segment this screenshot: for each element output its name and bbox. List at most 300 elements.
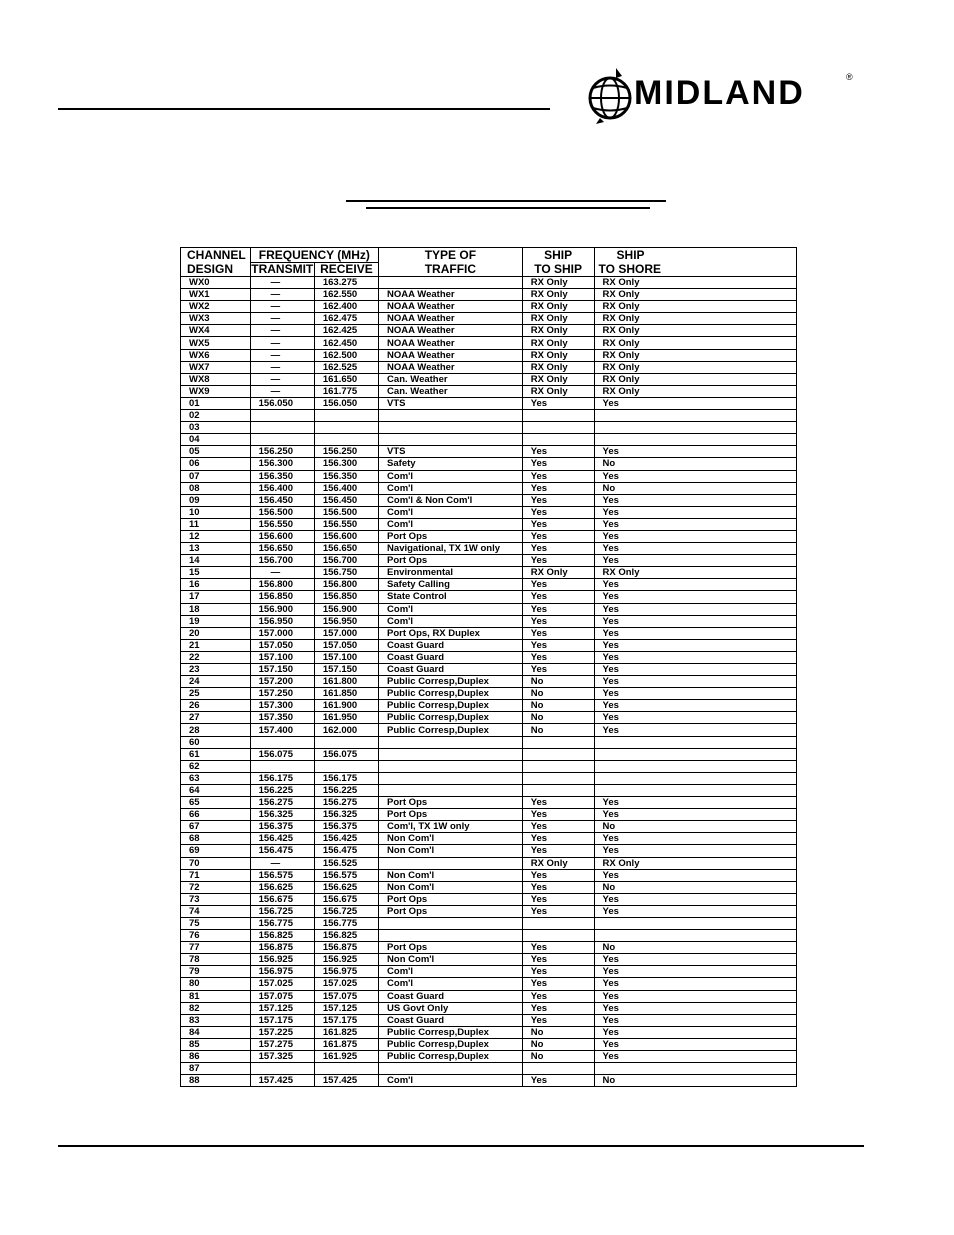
cell-receive: 156.475 xyxy=(314,845,378,857)
table-row xyxy=(181,567,797,579)
midland-logo xyxy=(586,66,856,126)
cell-ship-to-ship: Yes xyxy=(522,482,594,494)
header-receive: RECEIVE xyxy=(314,263,378,277)
cell-transmit xyxy=(250,736,314,748)
cell-transmit: 157.100 xyxy=(250,651,314,663)
cell-traffic: NOAA Weather xyxy=(379,325,523,337)
cell-traffic xyxy=(379,422,523,434)
cell-ship-to-shore: Yes xyxy=(594,446,796,458)
cell-ship-to-shore: Yes xyxy=(594,627,796,639)
cell-receive: 161.875 xyxy=(314,1038,378,1050)
cell-ship-to-ship xyxy=(522,736,594,748)
cell-ship-to-shore: Yes xyxy=(594,990,796,1002)
cell-transmit: 156.825 xyxy=(250,930,314,942)
cell-transmit: — xyxy=(250,361,314,373)
cell-channel: 66 xyxy=(181,809,251,821)
cell-ship-to-shore xyxy=(594,1063,796,1075)
cell-transmit: 156.250 xyxy=(250,446,314,458)
cell-ship-to-shore xyxy=(594,410,796,422)
cell-receive: 156.775 xyxy=(314,917,378,929)
cell-transmit: 156.650 xyxy=(250,543,314,555)
cell-ship-to-shore: Yes xyxy=(594,688,796,700)
cell-transmit: 157.425 xyxy=(250,1075,314,1087)
table-row xyxy=(181,397,797,409)
cell-channel: 74 xyxy=(181,905,251,917)
cell-receive: 162.425 xyxy=(314,325,378,337)
cell-channel: 07 xyxy=(181,470,251,482)
table-row xyxy=(181,736,797,748)
cell-channel: 64 xyxy=(181,784,251,796)
cell-ship-to-ship: Yes xyxy=(522,881,594,893)
cell-receive: 156.750 xyxy=(314,567,378,579)
cell-traffic xyxy=(379,930,523,942)
cell-ship-to-ship: Yes xyxy=(522,869,594,881)
cell-receive: 162.450 xyxy=(314,337,378,349)
cell-ship-to-ship: No xyxy=(522,688,594,700)
table-row xyxy=(181,797,797,809)
cell-channel: 16 xyxy=(181,579,251,591)
cell-channel: 15 xyxy=(181,567,251,579)
cell-transmit: 157.275 xyxy=(250,1038,314,1050)
cell-channel: 81 xyxy=(181,990,251,1002)
cell-transmit: 156.550 xyxy=(250,518,314,530)
cell-ship-to-shore xyxy=(594,930,796,942)
cell-channel: 18 xyxy=(181,603,251,615)
table-row xyxy=(181,313,797,325)
cell-channel: 09 xyxy=(181,494,251,506)
cell-channel: 73 xyxy=(181,893,251,905)
cell-ship-to-shore: Yes xyxy=(594,905,796,917)
cell-transmit: 157.200 xyxy=(250,676,314,688)
cell-receive: 162.000 xyxy=(314,724,378,736)
cell-ship-to-ship: Yes xyxy=(522,458,594,470)
cell-channel: WX2 xyxy=(181,301,251,313)
table-row xyxy=(181,361,797,373)
cell-traffic: Public Corresp,Duplex xyxy=(379,1026,523,1038)
cell-ship-to-shore: Yes xyxy=(594,809,796,821)
cell-ship-to-ship: Yes xyxy=(522,397,594,409)
table-row xyxy=(181,954,797,966)
cell-receive xyxy=(314,422,378,434)
table-row xyxy=(181,712,797,724)
cell-channel: 87 xyxy=(181,1063,251,1075)
cell-transmit: 157.400 xyxy=(250,724,314,736)
cell-transmit: 156.575 xyxy=(250,869,314,881)
cell-channel: 72 xyxy=(181,881,251,893)
cell-ship-to-ship: Yes xyxy=(522,833,594,845)
cell-traffic: Public Corresp,Duplex xyxy=(379,724,523,736)
cell-receive: 156.250 xyxy=(314,446,378,458)
cell-ship-to-shore: No xyxy=(594,942,796,954)
cell-channel: 78 xyxy=(181,954,251,966)
cell-receive xyxy=(314,1063,378,1075)
cell-ship-to-shore xyxy=(594,784,796,796)
cell-ship-to-ship: Yes xyxy=(522,615,594,627)
cell-ship-to-shore xyxy=(594,434,796,446)
cell-receive: 156.225 xyxy=(314,784,378,796)
cell-traffic: Com'l xyxy=(379,615,523,627)
cell-ship-to-ship: RX Only xyxy=(522,337,594,349)
cell-ship-to-shore: Yes xyxy=(594,869,796,881)
cell-receive: 161.850 xyxy=(314,688,378,700)
cell-ship-to-shore: Yes xyxy=(594,603,796,615)
cell-receive: 163.275 xyxy=(314,277,378,289)
cell-transmit: 156.225 xyxy=(250,784,314,796)
cell-receive: 156.600 xyxy=(314,530,378,542)
table-row xyxy=(181,869,797,881)
cell-ship-to-shore: Yes xyxy=(594,543,796,555)
table-row xyxy=(181,615,797,627)
table-row xyxy=(181,809,797,821)
table-row xyxy=(181,966,797,978)
cell-transmit: 156.925 xyxy=(250,954,314,966)
cell-traffic: Navigational, TX 1W only xyxy=(379,543,523,555)
cell-ship-to-ship xyxy=(522,748,594,760)
cell-receive xyxy=(314,410,378,422)
cell-receive: 156.075 xyxy=(314,748,378,760)
table-row xyxy=(181,458,797,470)
cell-ship-to-ship: No xyxy=(522,700,594,712)
cell-channel: 12 xyxy=(181,530,251,542)
cell-traffic: Com'l xyxy=(379,1075,523,1087)
cell-transmit: 157.225 xyxy=(250,1026,314,1038)
cell-ship-to-ship: Yes xyxy=(522,845,594,857)
cell-transmit xyxy=(250,422,314,434)
table-row xyxy=(181,688,797,700)
cell-ship-to-ship xyxy=(522,917,594,929)
cell-ship-to-ship: Yes xyxy=(522,942,594,954)
table-row xyxy=(181,845,797,857)
cell-ship-to-shore: No xyxy=(594,821,796,833)
cell-ship-to-ship: RX Only xyxy=(522,567,594,579)
cell-channel: 77 xyxy=(181,942,251,954)
cell-traffic: NOAA Weather xyxy=(379,289,523,301)
cell-receive: 162.500 xyxy=(314,349,378,361)
cell-transmit: 157.125 xyxy=(250,1002,314,1014)
table-row xyxy=(181,543,797,555)
cell-channel: 19 xyxy=(181,615,251,627)
cell-ship-to-ship: Yes xyxy=(522,506,594,518)
cell-channel: 21 xyxy=(181,639,251,651)
table-row xyxy=(181,325,797,337)
cell-transmit: — xyxy=(250,301,314,313)
cell-transmit: 156.075 xyxy=(250,748,314,760)
cell-ship-to-ship: RX Only xyxy=(522,385,594,397)
cell-traffic: Public Corresp,Duplex xyxy=(379,676,523,688)
cell-receive: 156.175 xyxy=(314,772,378,784)
cell-ship-to-shore: Yes xyxy=(594,845,796,857)
cell-traffic xyxy=(379,748,523,760)
header-design: DESIGN xyxy=(181,263,251,277)
cell-receive: 156.975 xyxy=(314,966,378,978)
cell-receive: 156.825 xyxy=(314,930,378,942)
table-row xyxy=(181,555,797,567)
cell-ship-to-ship: RX Only xyxy=(522,277,594,289)
cell-traffic xyxy=(379,772,523,784)
cell-transmit: 156.800 xyxy=(250,579,314,591)
cell-ship-to-ship: Yes xyxy=(522,821,594,833)
cell-channel: 13 xyxy=(181,543,251,555)
cell-transmit: — xyxy=(250,337,314,349)
table-row xyxy=(181,990,797,1002)
cell-ship-to-shore: Yes xyxy=(594,470,796,482)
cell-traffic: NOAA Weather xyxy=(379,337,523,349)
cell-traffic: US Govt Only xyxy=(379,1002,523,1014)
cell-traffic: Com'l & Non Com'l xyxy=(379,494,523,506)
cell-channel: 79 xyxy=(181,966,251,978)
table-row xyxy=(181,821,797,833)
cell-transmit: 156.475 xyxy=(250,845,314,857)
cell-receive: 156.625 xyxy=(314,881,378,893)
cell-transmit: 156.775 xyxy=(250,917,314,929)
cell-receive: 156.675 xyxy=(314,893,378,905)
cell-channel: 71 xyxy=(181,869,251,881)
cell-traffic: Port Ops xyxy=(379,809,523,821)
cell-ship-to-shore: RX Only xyxy=(594,277,796,289)
table-row xyxy=(181,373,797,385)
table-row xyxy=(181,277,797,289)
cell-ship-to-ship: Yes xyxy=(522,893,594,905)
cell-transmit: 157.075 xyxy=(250,990,314,1002)
cell-receive: 156.425 xyxy=(314,833,378,845)
cell-ship-to-ship xyxy=(522,410,594,422)
cell-ship-to-ship: Yes xyxy=(522,797,594,809)
cell-receive: 157.050 xyxy=(314,639,378,651)
cell-ship-to-shore: No xyxy=(594,1075,796,1087)
table-row xyxy=(181,930,797,942)
cell-ship-to-ship: RX Only xyxy=(522,325,594,337)
cell-traffic: Com'l xyxy=(379,506,523,518)
cell-ship-to-shore: Yes xyxy=(594,1051,796,1063)
cell-ship-to-shore: Yes xyxy=(594,1038,796,1050)
cell-ship-to-shore: RX Only xyxy=(594,373,796,385)
cell-transmit: 156.700 xyxy=(250,555,314,567)
cell-ship-to-shore xyxy=(594,772,796,784)
cell-ship-to-ship: Yes xyxy=(522,1014,594,1026)
cell-transmit: 157.000 xyxy=(250,627,314,639)
cell-traffic: Safety xyxy=(379,458,523,470)
cell-channel: 22 xyxy=(181,651,251,663)
cell-ship-to-shore: RX Only xyxy=(594,337,796,349)
cell-traffic: NOAA Weather xyxy=(379,313,523,325)
cell-channel: 20 xyxy=(181,627,251,639)
title-rule-bottom xyxy=(366,207,650,209)
table-row xyxy=(181,603,797,615)
cell-receive: 162.475 xyxy=(314,313,378,325)
cell-receive: 161.650 xyxy=(314,373,378,385)
cell-channel: 83 xyxy=(181,1014,251,1026)
cell-traffic: NOAA Weather xyxy=(379,349,523,361)
cell-receive xyxy=(314,760,378,772)
cell-transmit xyxy=(250,760,314,772)
table-row xyxy=(181,482,797,494)
cell-ship-to-ship: Yes xyxy=(522,1075,594,1087)
cell-channel: WX0 xyxy=(181,277,251,289)
cell-ship-to-shore: RX Only xyxy=(594,301,796,313)
cell-channel: 70 xyxy=(181,857,251,869)
cell-channel: 28 xyxy=(181,724,251,736)
cell-ship-to-ship xyxy=(522,930,594,942)
cell-ship-to-shore: Yes xyxy=(594,1014,796,1026)
cell-ship-to-ship xyxy=(522,422,594,434)
cell-ship-to-shore: Yes xyxy=(594,664,796,676)
cell-ship-to-shore: Yes xyxy=(594,978,796,990)
cell-channel: 11 xyxy=(181,518,251,530)
cell-transmit: 156.275 xyxy=(250,797,314,809)
cell-transmit: 156.350 xyxy=(250,470,314,482)
cell-channel: 01 xyxy=(181,397,251,409)
cell-transmit: — xyxy=(250,289,314,301)
table-row xyxy=(181,760,797,772)
cell-traffic: VTS xyxy=(379,397,523,409)
table-row xyxy=(181,349,797,361)
cell-transmit: 156.725 xyxy=(250,905,314,917)
cell-traffic: Non Com'l xyxy=(379,833,523,845)
cell-ship-to-ship: RX Only xyxy=(522,313,594,325)
cell-ship-to-ship: No xyxy=(522,724,594,736)
cell-traffic: Port Ops xyxy=(379,942,523,954)
cell-traffic: Coast Guard xyxy=(379,651,523,663)
cell-traffic xyxy=(379,736,523,748)
cell-channel: 60 xyxy=(181,736,251,748)
cell-traffic: Port Ops xyxy=(379,893,523,905)
cell-ship-to-shore: No xyxy=(594,482,796,494)
cell-traffic: Can. Weather xyxy=(379,385,523,397)
cell-traffic xyxy=(379,410,523,422)
cell-ship-to-shore: Yes xyxy=(594,615,796,627)
cell-receive: 157.175 xyxy=(314,1014,378,1026)
cell-ship-to-shore: Yes xyxy=(594,591,796,603)
header-channel: CHANNEL xyxy=(181,248,251,263)
cell-ship-to-shore xyxy=(594,736,796,748)
cell-transmit: 157.325 xyxy=(250,1051,314,1063)
table-row xyxy=(181,724,797,736)
cell-receive: 162.525 xyxy=(314,361,378,373)
cell-receive: 161.950 xyxy=(314,712,378,724)
cell-receive: 156.900 xyxy=(314,603,378,615)
cell-ship-to-ship: No xyxy=(522,712,594,724)
cell-ship-to-ship xyxy=(522,434,594,446)
cell-traffic: State Control xyxy=(379,591,523,603)
table-row xyxy=(181,530,797,542)
cell-channel: 17 xyxy=(181,591,251,603)
cell-channel: 05 xyxy=(181,446,251,458)
cell-transmit: 157.350 xyxy=(250,712,314,724)
table-row xyxy=(181,446,797,458)
cell-traffic: Environmental xyxy=(379,567,523,579)
cell-ship-to-shore: Yes xyxy=(594,1026,796,1038)
cell-ship-to-ship: Yes xyxy=(522,990,594,1002)
table-row xyxy=(181,1002,797,1014)
table-row xyxy=(181,301,797,313)
cell-traffic xyxy=(379,760,523,772)
cell-receive xyxy=(314,736,378,748)
cell-transmit: 156.175 xyxy=(250,772,314,784)
cell-ship-to-ship: Yes xyxy=(522,555,594,567)
cell-ship-to-shore: Yes xyxy=(594,555,796,567)
cell-ship-to-shore: RX Only xyxy=(594,361,796,373)
cell-ship-to-ship: Yes xyxy=(522,809,594,821)
cell-ship-to-shore: Yes xyxy=(594,712,796,724)
table-row xyxy=(181,905,797,917)
table-row xyxy=(181,917,797,929)
table-row xyxy=(181,1026,797,1038)
table-row xyxy=(181,1014,797,1026)
cell-channel: 84 xyxy=(181,1026,251,1038)
cell-ship-to-shore: No xyxy=(594,881,796,893)
cell-ship-to-shore: Yes xyxy=(594,893,796,905)
cell-ship-to-ship: Yes xyxy=(522,978,594,990)
cell-traffic: Com'l xyxy=(379,518,523,530)
cell-ship-to-ship: Yes xyxy=(522,603,594,615)
cell-traffic: Public Corresp,Duplex xyxy=(379,1038,523,1050)
cell-traffic: NOAA Weather xyxy=(379,301,523,313)
cell-traffic: Port Ops, RX Duplex xyxy=(379,627,523,639)
table-row xyxy=(181,1063,797,1075)
cell-ship-to-shore: Yes xyxy=(594,966,796,978)
table-row xyxy=(181,422,797,434)
cell-traffic: Non Com'l xyxy=(379,954,523,966)
cell-ship-to-ship: Yes xyxy=(522,579,594,591)
cell-transmit: 156.850 xyxy=(250,591,314,603)
cell-transmit: 156.950 xyxy=(250,615,314,627)
cell-traffic: Safety Calling xyxy=(379,579,523,591)
cell-ship-to-shore: Yes xyxy=(594,833,796,845)
header-to-ship: TO SHIP xyxy=(522,263,594,277)
table-row xyxy=(181,289,797,301)
cell-transmit: 156.975 xyxy=(250,966,314,978)
cell-traffic: Port Ops xyxy=(379,555,523,567)
cell-ship-to-ship: No xyxy=(522,1038,594,1050)
table-row xyxy=(181,434,797,446)
header-rule xyxy=(58,108,550,110)
cell-receive: 156.800 xyxy=(314,579,378,591)
cell-ship-to-shore: No xyxy=(594,458,796,470)
cell-channel: WX4 xyxy=(181,325,251,337)
cell-traffic xyxy=(379,1063,523,1075)
table-row xyxy=(181,591,797,603)
cell-ship-to-ship: Yes xyxy=(522,954,594,966)
table-row xyxy=(181,942,797,954)
cell-traffic: Com'l, TX 1W only xyxy=(379,821,523,833)
cell-transmit: 156.675 xyxy=(250,893,314,905)
cell-receive: 156.325 xyxy=(314,809,378,821)
cell-receive: 156.950 xyxy=(314,615,378,627)
table-row xyxy=(181,494,797,506)
registered-mark: ® xyxy=(846,72,853,82)
cell-ship-to-shore: Yes xyxy=(594,397,796,409)
cell-transmit: 156.450 xyxy=(250,494,314,506)
cell-receive: 157.100 xyxy=(314,651,378,663)
table-row xyxy=(181,410,797,422)
title-rule-top xyxy=(346,200,666,202)
cell-transmit: 156.900 xyxy=(250,603,314,615)
cell-traffic: Com'l xyxy=(379,470,523,482)
cell-traffic: Com'l xyxy=(379,482,523,494)
cell-receive: 157.025 xyxy=(314,978,378,990)
cell-receive: 156.400 xyxy=(314,482,378,494)
cell-transmit: 156.300 xyxy=(250,458,314,470)
cell-transmit: — xyxy=(250,385,314,397)
footer-rule xyxy=(58,1145,864,1147)
table-row xyxy=(181,857,797,869)
table-row xyxy=(181,579,797,591)
cell-channel: WX1 xyxy=(181,289,251,301)
cell-channel: 76 xyxy=(181,930,251,942)
table-row xyxy=(181,506,797,518)
table-row xyxy=(181,676,797,688)
cell-traffic: Port Ops xyxy=(379,797,523,809)
